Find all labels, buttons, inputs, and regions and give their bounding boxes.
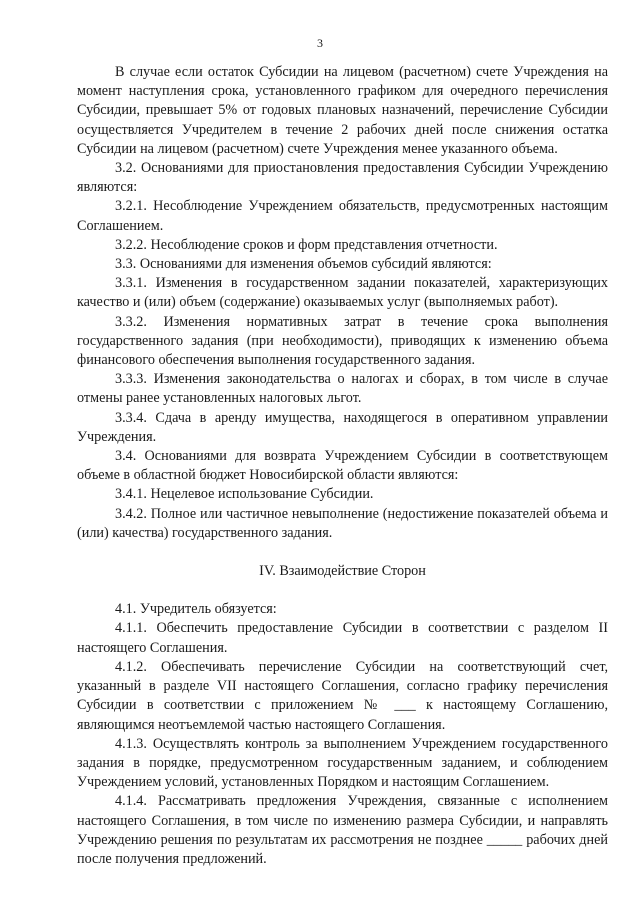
paragraph-4-1-4: 4.1.4. Рассматривать предложения Учреждения, связанные с исполнением настоящего Соглашения, в том числе по изменению размера Субсидии, и направлять Учреждению решения по результатам их рассмотрения не позднее _____ рабочих дней после получения предложений. [77,793,608,867]
paragraph-4-1-1: 4.1.1. Обеспечить предоставление Субсидии в соответствии с разделом II настоящего Соглашения. [77,620,608,656]
paragraph-4-1: 4.1. Учредитель обязуется: [115,601,277,618]
paragraph-3-3-2: 3.3.2. Изменения нормативных затрат в течение срока выполнения государственного задания (при необходимости), приводящих к изменению объема финансового обеспечения выполнения государственного задания. [77,313,608,369]
page-number: 3 [317,36,323,50]
document-body [77,63,608,869]
section-heading: IV. Взаимодействие Сторон [259,563,426,580]
paragraph-3-3-3: 3.3.3. Изменения законодательства о налогах и сборах, в том числе в случае отмены ранее установленных налоговых льгот. [77,371,608,407]
paragraph-3-4-1: 3.4.1. Нецелевое использование Субсидии. [115,486,374,503]
paragraph-3-2: 3.2. Основаниями для приостановления предоставления Субсидии Учреждению являются: [77,160,608,196]
paragraph-3-4: 3.4. Основаниями для возврата Учреждением Субсидии в соответствующем объеме в областной бюджет Новосибирской области являются: [77,448,608,484]
paragraph-3-3-4: 3.3.4. Сдача в аренду имущества, находящегося в оперативном управлении Учреждения. [77,409,608,445]
paragraph-3-4-2: 3.4.2. Полное или частичное невыполнение (недостижение показателей объема и (или) качества) государственного задания. [77,505,608,541]
paragraph-3-3-1: 3.3.1. Изменения в государственном задании показателей, характеризующих качество и (или) объем (содержание) оказываемых услуг (выполняемых работ). [77,275,608,311]
paragraph-3-2-1: 3.2.1. Несоблюдение Учреждением обязательств, предусмотренных настоящим Соглашением. [77,198,608,234]
paragraph-3-2-2: 3.2.2. Несоблюдение сроков и форм представления отчетности. [115,236,498,253]
paragraph-subsidy-balance: В случае если остаток Субсидии на лицевом (расчетном) счете Учреждения на момент наступления срока, установленного графиком для очередного перечисления Субсидии, превышает 5% от годовых плановых назначений, перечисление Субсидии осуществляется Учредителем в течение 2 рабочих дней после снижения остатка Субсидии на лицевом (расчетном) счете Учреждения менее указанного объема. [77,64,608,157]
paragraph-4-1-2: 4.1.2. Обеспечивать перечисление Субсидии на соответствующий счет, указанный в разделе VII настоящего Соглашения, согласно графику перечисления Субсидии в соответствии с приложением № ___ к настоящему Соглашению, являющимся неотъемлемой частью настоящего Соглашения. [77,658,608,733]
paragraph-3-3: 3.3. Основаниями для изменения объемов субсидий являются: [115,256,492,273]
paragraph-4-1-3: 4.1.3. Осуществлять контроль за выполнением Учреждением государственного задания в порядке, предусмотренном государственным заданием, и соблюдением Учреждением условий, установленных Порядком и настоящим Соглашением. [77,735,608,791]
